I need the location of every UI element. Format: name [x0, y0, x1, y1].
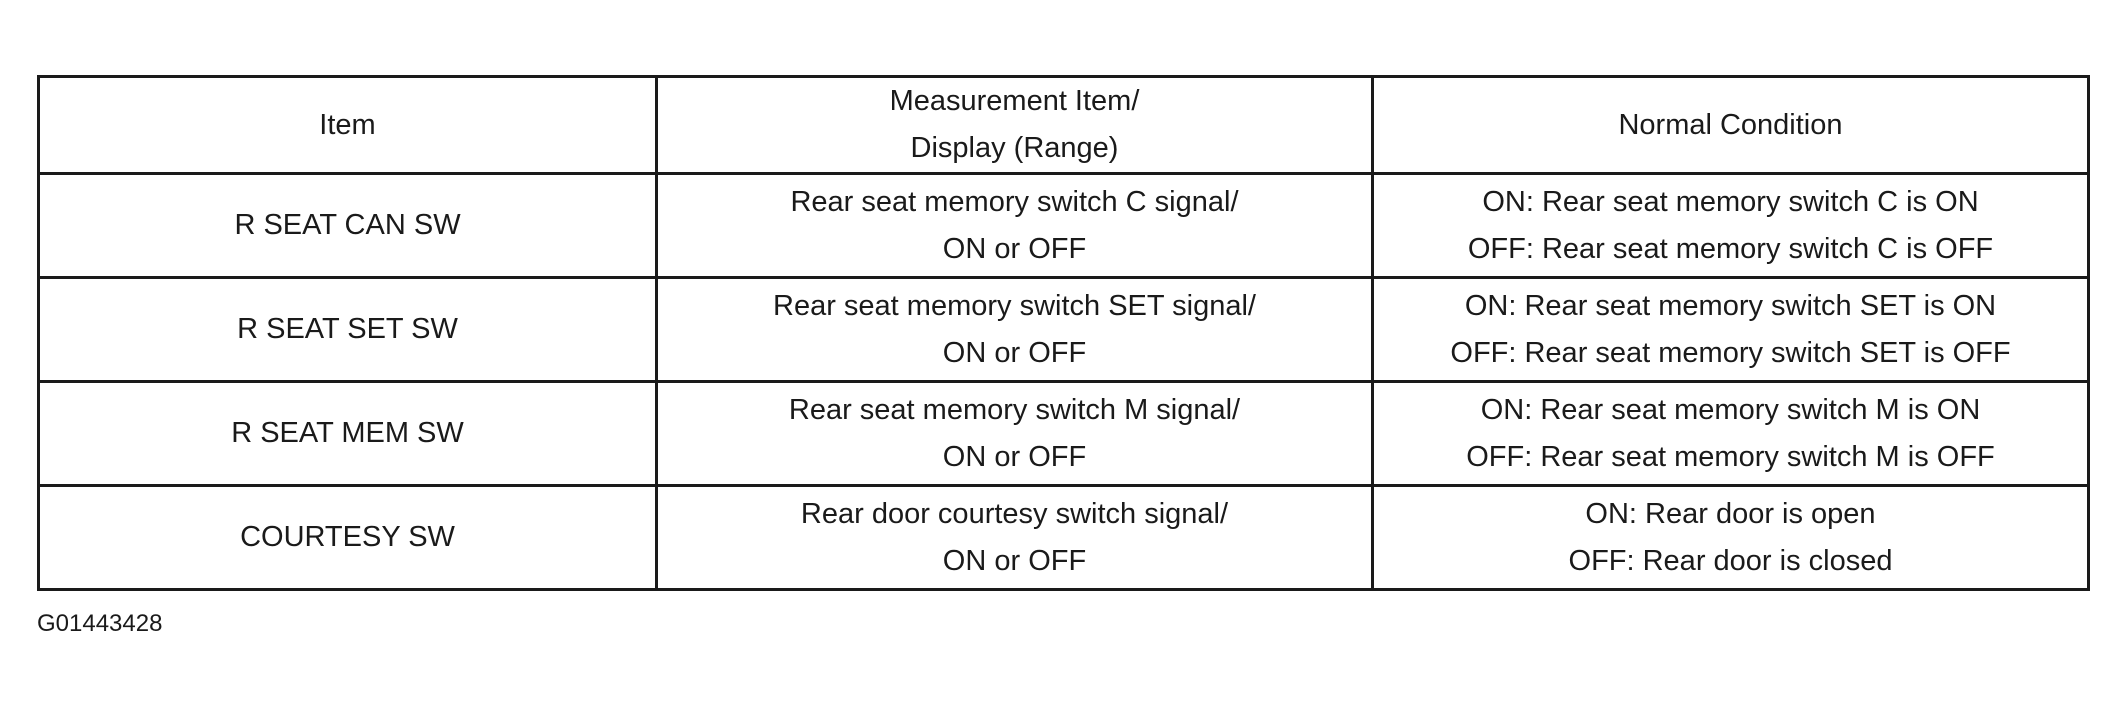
item-label: R SEAT SET SW	[237, 313, 458, 345]
measurement-line2: ON or OFF	[942, 232, 1087, 265]
figure-id: G01443428	[37, 610, 163, 637]
cell-normal-condition	[1373, 174, 2089, 278]
header-measurement-line1: Measurement Item/	[889, 85, 1140, 117]
cell-item	[39, 174, 657, 278]
table-row	[39, 174, 2089, 278]
cell-normal-condition	[1373, 278, 2089, 382]
normal-line2: OFF: Rear door is closed	[1568, 544, 1893, 577]
header-normal-condition	[1373, 77, 2089, 174]
normal-line2: OFF: Rear seat memory switch SET is OFF	[1450, 336, 2011, 369]
header-item	[39, 77, 657, 174]
table-body	[39, 174, 2089, 590]
table-row	[39, 486, 2089, 590]
header-measurement	[657, 77, 1373, 174]
cell-item	[39, 486, 657, 590]
normal-line1: ON: Rear seat memory switch SET is ON	[1464, 289, 1997, 322]
normal-line2: OFF: Rear seat memory switch C is OFF	[1467, 232, 1994, 265]
item-label: R SEAT MEM SW	[231, 417, 464, 449]
cell-normal-condition	[1373, 486, 2089, 590]
cell-measurement	[657, 278, 1373, 382]
cell-item	[39, 382, 657, 486]
cell-item	[39, 278, 657, 382]
table-row	[39, 278, 2089, 382]
header-measurement-line2: Display (Range)	[910, 132, 1119, 164]
cell-normal-condition	[1373, 382, 2089, 486]
header-row	[39, 77, 2089, 174]
measurement-line1: Rear seat memory switch SET signal/	[773, 289, 1256, 322]
normal-line1: ON: Rear seat memory switch M is ON	[1480, 393, 1981, 426]
table-header	[39, 77, 2089, 174]
cell-measurement	[657, 174, 1373, 278]
measurement-line1: Rear door courtesy switch signal/	[800, 497, 1229, 530]
cell-measurement	[657, 382, 1373, 486]
measurement-line2: ON or OFF	[942, 544, 1087, 577]
header-normal-label: Normal Condition	[1618, 108, 1843, 141]
data-table-container	[37, 75, 2087, 591]
measurement-line1: Rear seat memory switch M signal/	[788, 393, 1241, 426]
header-item-label: Item	[319, 108, 376, 141]
data-list-table	[37, 75, 2090, 591]
item-label: R SEAT CAN SW	[234, 209, 461, 241]
cell-measurement	[657, 486, 1373, 590]
normal-line1: ON: Rear door is open	[1585, 497, 1876, 530]
measurement-line1: Rear seat memory switch C signal/	[790, 185, 1239, 218]
measurement-line2: ON or OFF	[942, 440, 1087, 473]
item-label: COURTESY SW	[240, 521, 455, 553]
normal-line1: ON: Rear seat memory switch C is ON	[1482, 185, 1979, 218]
table-row	[39, 382, 2089, 486]
measurement-line2: ON or OFF	[942, 336, 1087, 369]
normal-line2: OFF: Rear seat memory switch M is OFF	[1466, 440, 1995, 473]
